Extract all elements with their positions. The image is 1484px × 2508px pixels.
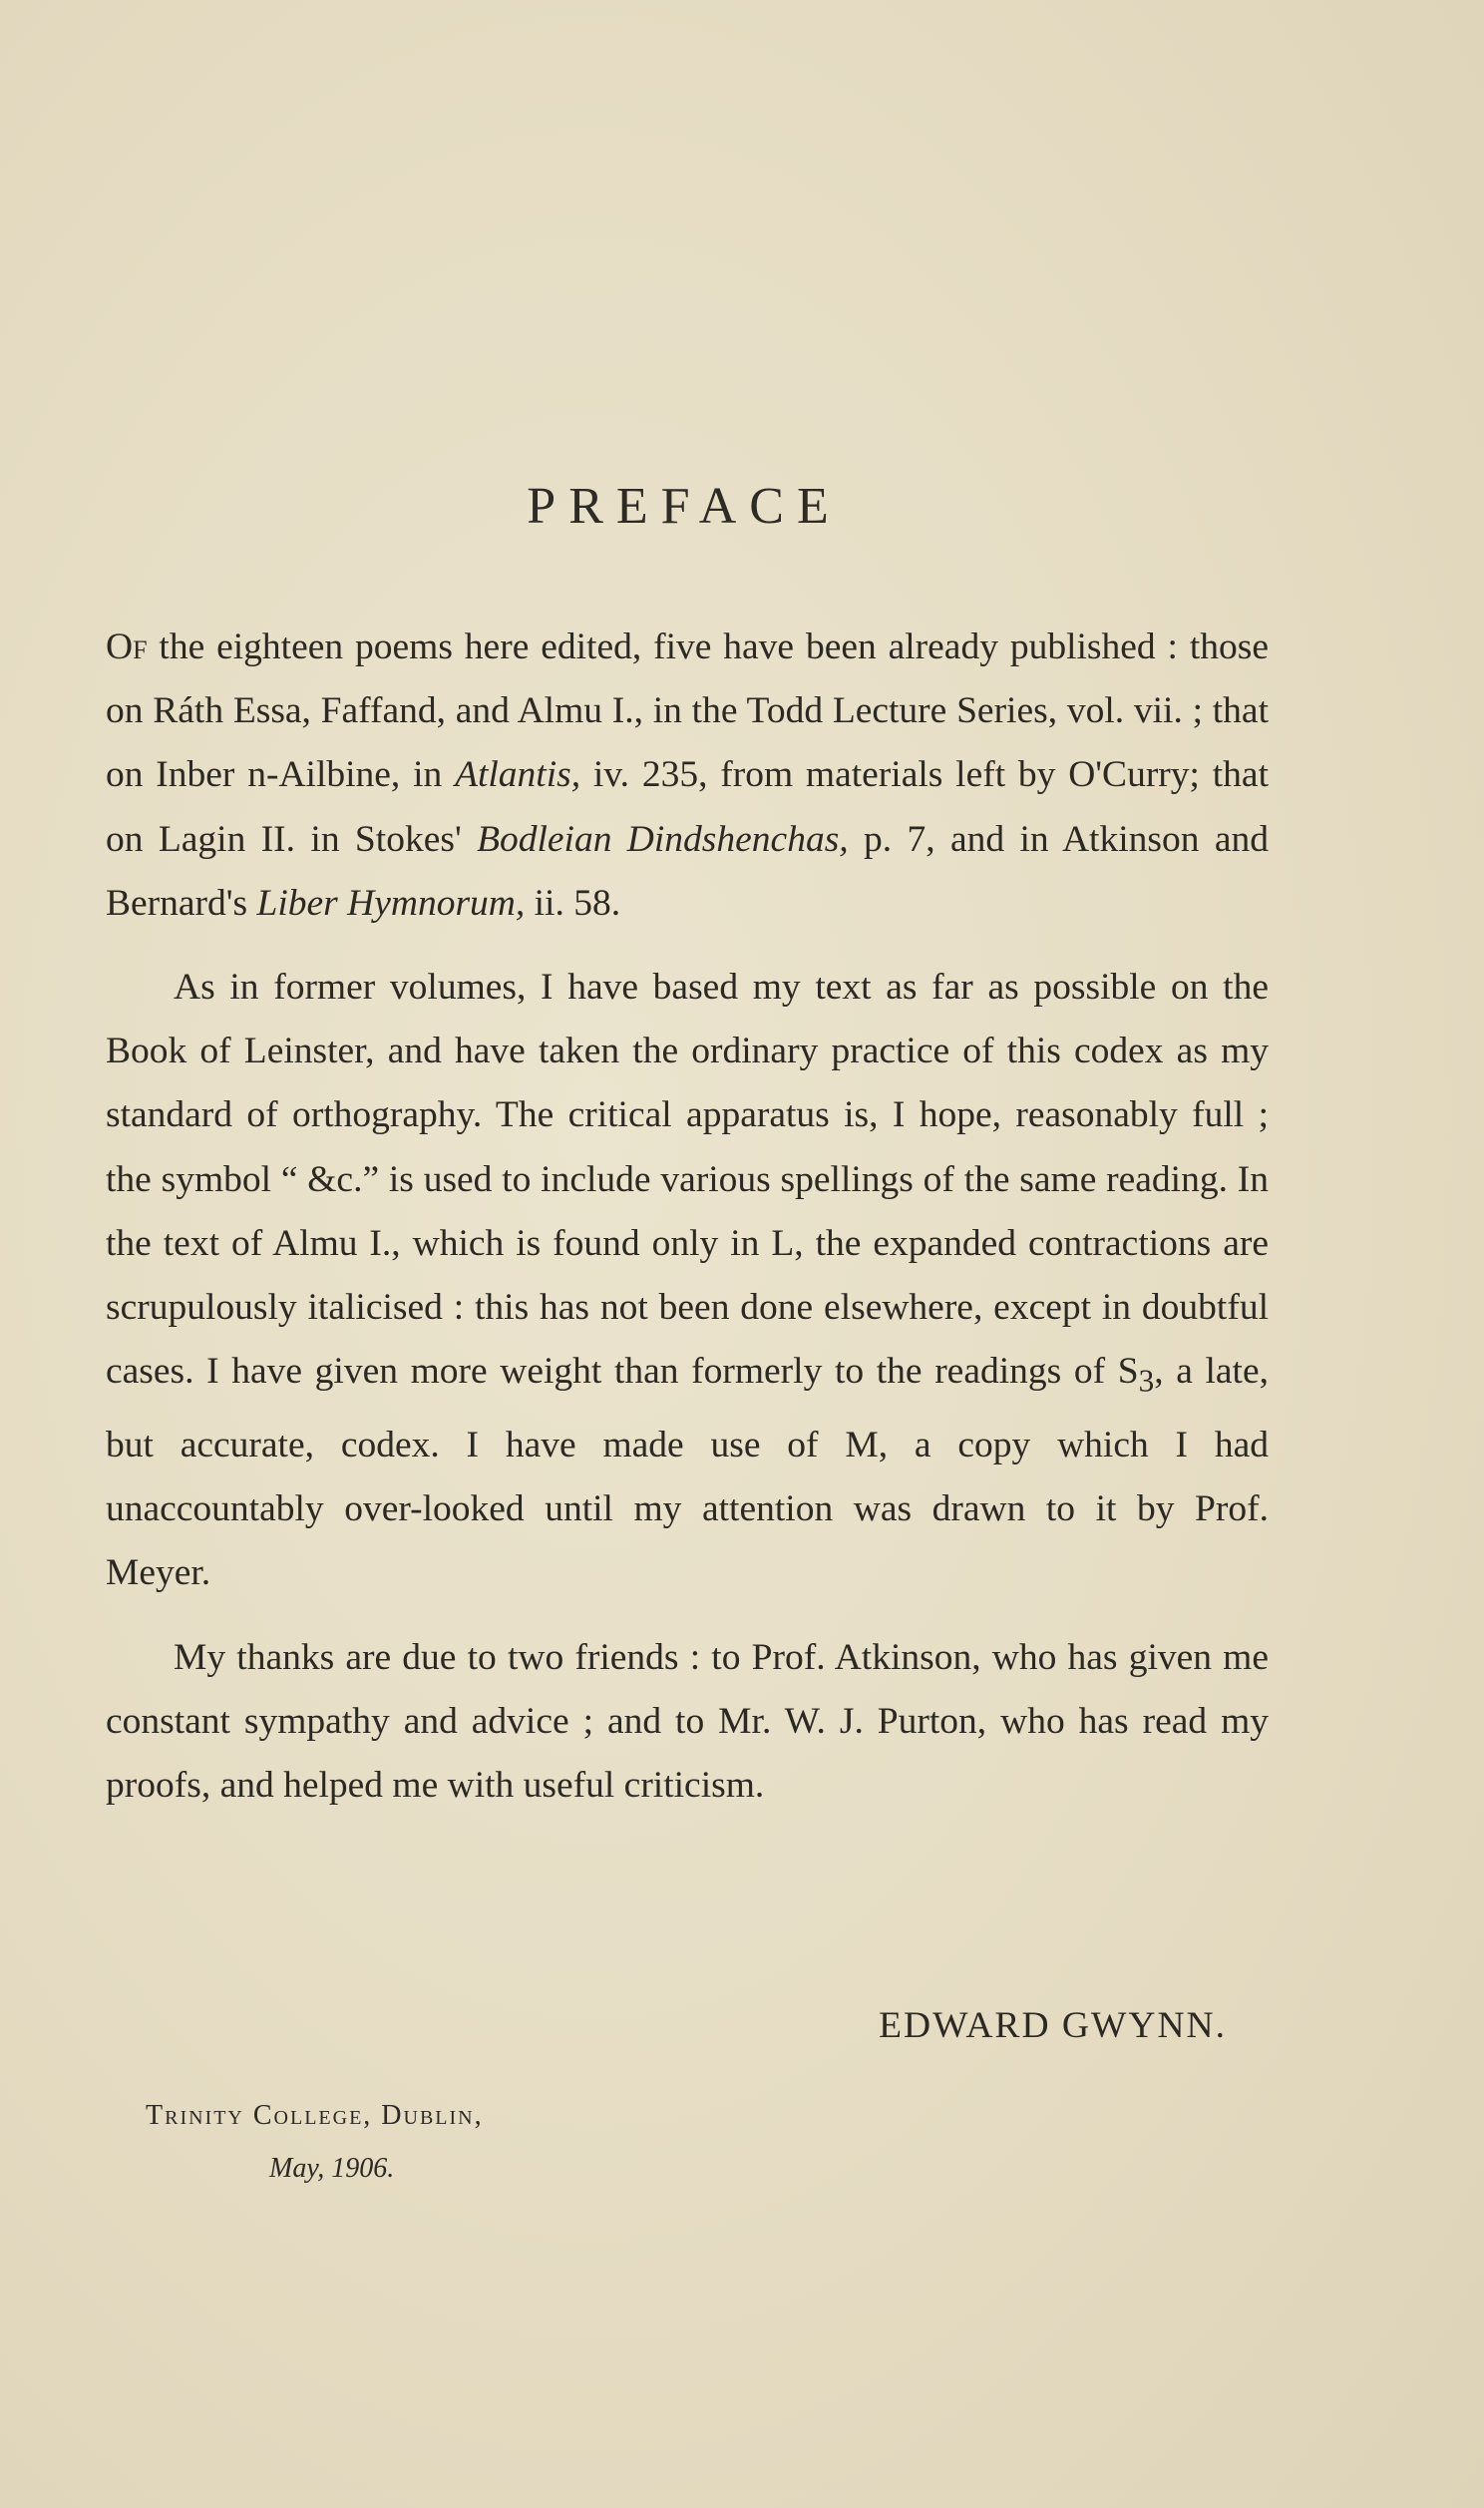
paragraph-2-text-2: , a late, but accurate, codex. I have made use of M, a copy which I had unaccountably over-looked until my attention was drawn to it by Prof. Meyer.: [106, 1351, 1269, 1594]
signature: EDWARD GWYNN.: [879, 2005, 1227, 2046]
paragraph-2: [106, 956, 1269, 1606]
paragraph-1-text-1: the eighteen poems here edited, five have been already published : those on Ráth Essa, Faffand, and Almu I., in the Todd Lecture Series, vol. vii. ; that on Inber n-Ailbine, in: [106, 627, 1269, 796]
paragraph-1-italic-2: Bodleian Dindshenchas,: [477, 818, 849, 860]
preface-body: [106, 616, 1269, 1818]
paragraph-1-italic-3: Liber Hymnorum,: [256, 882, 526, 924]
paragraph-1-italic-1: Atlantis,: [455, 754, 581, 796]
date-line: May, 1906.: [269, 2153, 395, 2184]
page-title: PREFACE: [527, 478, 842, 535]
paragraph-2-subscript: 3: [1138, 1363, 1155, 1399]
paragraph-1: [106, 616, 1269, 936]
paragraph-3: My thanks are due to two friends : to Prof. Atkinson, who has given me constant sympathy and advice ; and to Mr. W. J. Purton, who has read my proofs, and helped me with useful criticism.: [106, 1636, 1269, 1806]
paragraph-2-text-1: As in former volumes, I have based my text as far as possible on the Book of Leinster, and have taken the ordinary practice of this codex as my standard of orthography. The critical apparatus is, I hope, reasonably full ; the symbol “ &c.” is used to include various spellings of the same reading. In the text of Almu I., which is found only in L, the expanded contractions are scrupulously italicised : this has not been done elsewhere, except in doubtful cases. I have given more weight than formerly to the readings of S: [106, 967, 1269, 1393]
paragraph-1-text-2: iv. 235, from materials left by O'Curry; that on Lagin II. in Stokes': [106, 754, 1269, 860]
first-word: Of: [106, 627, 148, 667]
place-line: Trinity College, Dublin,: [146, 2100, 484, 2131]
paragraph-1-text-3: p. 7, and in Atkinson and Bernard's: [106, 818, 1269, 924]
paragraph-1-text-4: ii. 58.: [525, 882, 621, 924]
